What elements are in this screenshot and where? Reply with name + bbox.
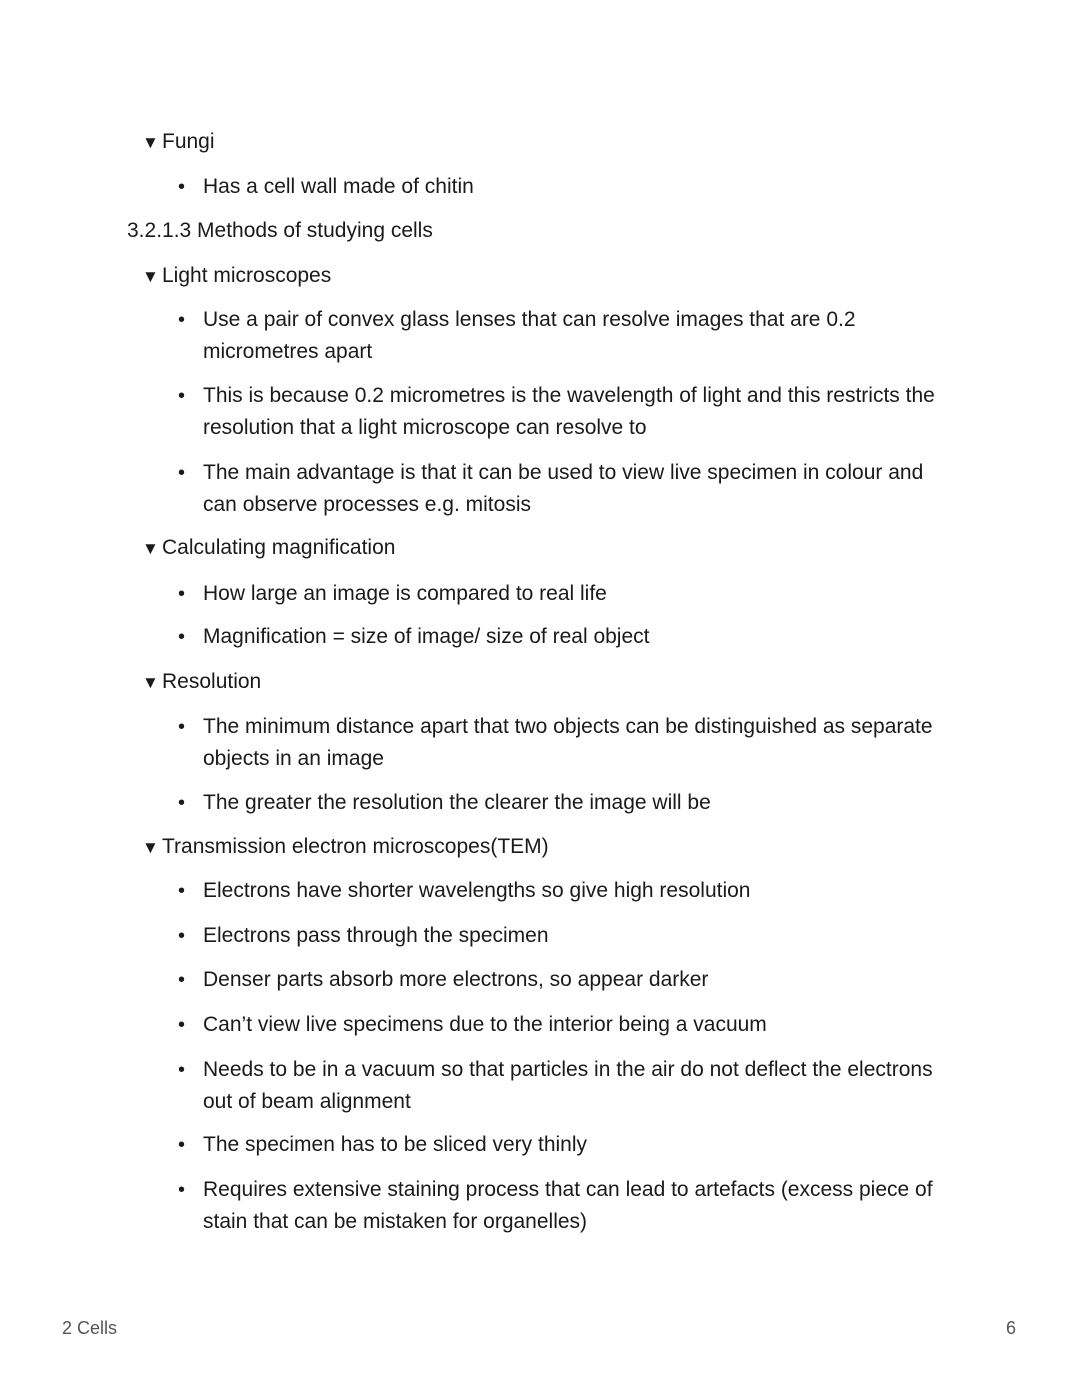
bullet-icon: • — [178, 969, 186, 991]
list-item: • Electrons pass through the specimen — [178, 920, 948, 952]
toggle-label: Fungi — [162, 130, 215, 153]
list-item: • Magnification = size of image/ size of real object — [178, 621, 948, 653]
bullet-icon: • — [178, 1014, 186, 1036]
footer-section-title: 2 Cells — [62, 1318, 118, 1338]
toggle-triangle-icon[interactable]: ▼ — [142, 539, 159, 558]
list-item: • The main advantage is that it can be used to view live specimen in colour and can observe processes e.g. mitosis — [178, 457, 948, 521]
list-item: • How large an image is compared to real life — [178, 578, 948, 610]
section-heading: 3.2.1.3 Methods of studying cells — [127, 219, 433, 242]
list-item: • Use a pair of convex glass lenses that can resolve images that are 0.2 micrometres apart — [178, 304, 948, 368]
list-item: • Can’t view live specimens due to the interior being a vacuum — [178, 1009, 948, 1041]
list-item: • Needs to be in a vacuum so that particles in the air do not deflect the electrons out of beam alignment — [178, 1054, 948, 1118]
toggle-label: Resolution — [162, 670, 262, 693]
toggle-triangle-icon[interactable]: ▼ — [142, 838, 159, 857]
list-item: • The minimum distance apart that two objects can be distinguished as separate objects in an image — [178, 711, 948, 775]
toggle-label: Transmission electron microscopes(TEM) — [162, 835, 549, 858]
toggle-triangle-icon[interactable]: ▼ — [142, 133, 159, 152]
toggle-calculating-magnification[interactable] — [142, 532, 395, 565]
list-item: • Electrons have shorter wavelengths so give high resolution — [178, 875, 948, 907]
toggle-light-microscopes[interactable] — [142, 260, 331, 293]
bullet-icon: • — [178, 792, 186, 814]
bullet-icon: • — [178, 925, 186, 947]
bullet-icon: • — [178, 1059, 186, 1081]
list-item: • Has a cell wall made of chitin — [178, 171, 948, 203]
list-item: • Denser parts absorb more electrons, so appear darker — [178, 964, 948, 996]
toggle-label: Calculating magnification — [162, 536, 396, 559]
list-item: • This is because 0.2 micrometres is the wavelength of light and this restricts the resolution that a light microscope can resolve to — [178, 380, 948, 444]
toggle-tem[interactable] — [142, 831, 549, 864]
toggle-label: Light microscopes — [162, 264, 332, 287]
toggle-triangle-icon[interactable]: ▼ — [142, 267, 159, 286]
list-item: • The specimen has to be sliced very thinly — [178, 1129, 948, 1161]
toggle-resolution[interactable] — [142, 666, 261, 699]
bullet-icon: • — [178, 716, 186, 738]
bullet-icon: • — [178, 309, 186, 331]
bullet-icon: • — [178, 1134, 186, 1156]
list-item: • Requires extensive staining process that can lead to artefacts (excess piece of stain that can be mistaken for organelles) — [178, 1174, 948, 1238]
bullet-icon: • — [178, 176, 186, 198]
bullet-icon: • — [178, 583, 186, 605]
footer-page-number: 6 — [1006, 1318, 1017, 1338]
bullet-icon: • — [178, 880, 186, 902]
bullet-icon: • — [178, 385, 186, 407]
bullet-icon: • — [178, 626, 186, 648]
toggle-triangle-icon[interactable]: ▼ — [142, 673, 159, 692]
toggle-fungi[interactable] — [142, 126, 215, 159]
bullet-icon: • — [178, 1179, 186, 1201]
list-item: • The greater the resolution the clearer the image will be — [178, 787, 948, 819]
bullet-icon: • — [178, 462, 186, 484]
